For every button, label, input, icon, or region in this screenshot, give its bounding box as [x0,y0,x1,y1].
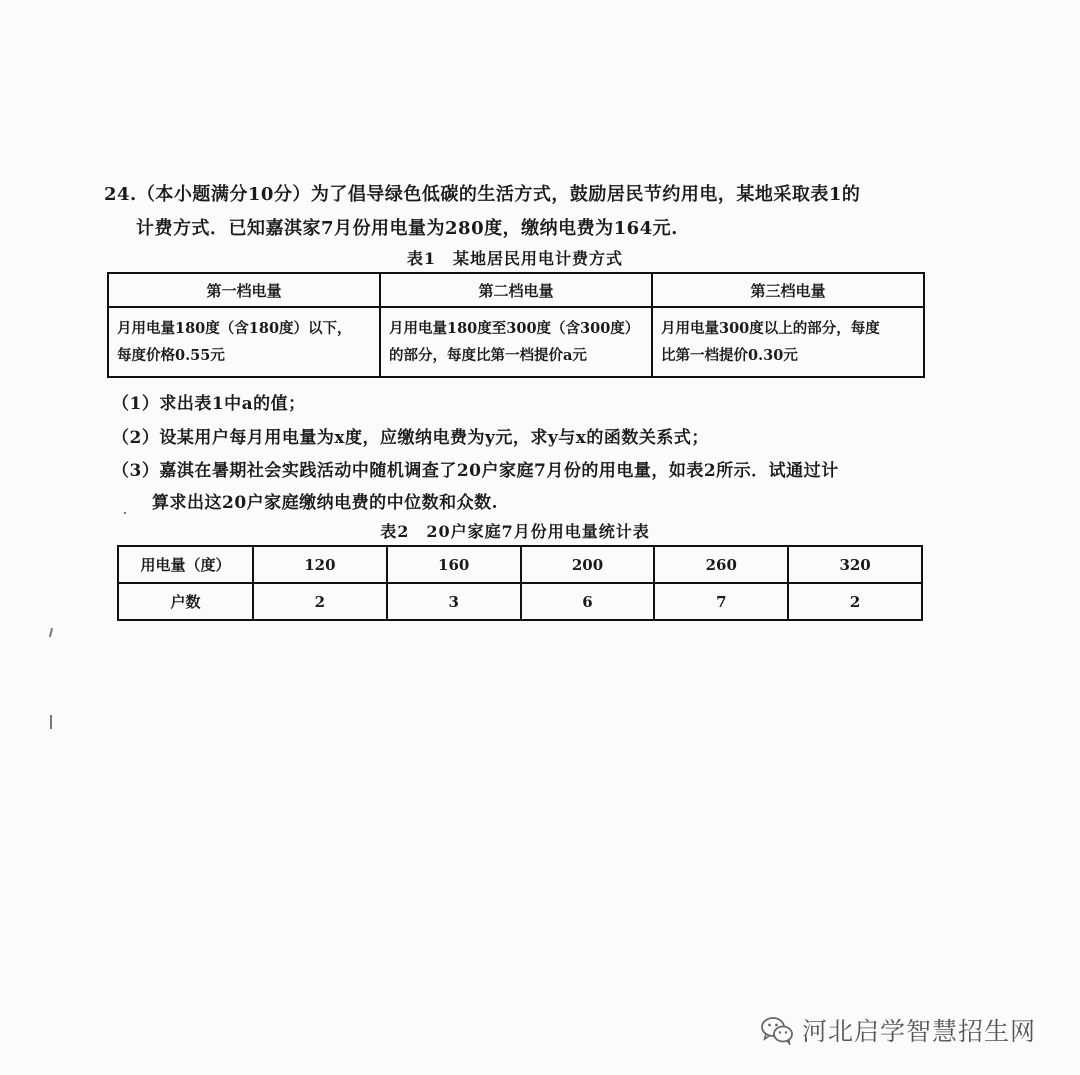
table2-usage-cell: 260 [654,546,788,583]
scan-speck [50,715,52,729]
watermark [760,1010,1060,1050]
subquestion-3-line-1: （3）嘉淇在暑期社会实践活动中随机调查了20户家庭7月份的用电量，如表2所示．试通过计 [112,461,839,481]
question-24-line-2: 计费方式．已知嘉淇家7月份用电量为280度，缴纳电费为164元. [136,218,678,239]
table1-cell-tier2-line1: 月用电量180度至300度（含300度） [389,320,640,337]
table1-header-tier1: 第一档电量 [108,273,380,307]
scan-speck [124,512,126,514]
table2-usage-label: 用电量（度） [118,546,253,583]
table1-cell-tier1 [108,307,380,377]
subquestion-2: （2）设某用户每月用电量为x度，应缴纳电费为y元，求y与x的函数关系式； [112,428,709,448]
table2-usage-cell: 200 [521,546,655,583]
table2-households-label: 户数 [118,583,253,620]
table2-households-cell: 6 [521,583,655,620]
table1-billing-method [107,272,925,378]
table2-households-cell: 3 [387,583,521,620]
table2-households-cell: 2 [253,583,387,620]
table1-cell-tier3-line2: 比第一档提价0.30元 [661,347,798,364]
table1-header-tier2: 第二档电量 [380,273,652,307]
table2-usage-row [118,546,922,583]
wechat-logo-icon [760,1015,794,1045]
table2-caption: 表2 20户家庭7月份用电量统计表 [380,522,650,541]
table1-cell-tier3 [652,307,924,377]
table2-usage-cell: 320 [788,546,922,583]
table2-usage-cell: 160 [387,546,521,583]
table2-households-row [118,583,922,620]
table1-cell-tier3-line1: 月用电量300度以上的部分，每度 [661,320,880,337]
question-24-line-1: 24.（本小题满分10分）为了倡导绿色低碳的生活方式，鼓励居民节约用电，某地采取表1的 [104,184,861,205]
watermark-text: 河北启学智慧招生网 [802,1017,1037,1046]
table1-body-row [108,307,924,377]
table1-header-row [108,273,924,307]
table1-cell-tier1-line2: 每度价格0.55元 [117,347,225,364]
table1-caption: 表1 某地居民用电计费方式 [406,249,624,268]
table2-households-cell: 7 [654,583,788,620]
table1-cell-tier1-line1: 月用电量180度（含180度）以下， [117,320,352,337]
table2-usage-statistics [117,545,923,621]
table1-cell-tier2 [380,307,652,377]
scan-speck [49,628,53,637]
table2-households-cell: 2 [788,583,922,620]
subquestion-1: （1）求出表1中a的值； [112,394,306,414]
table1-cell-tier2-line2: 的部分，每度比第一档提价a元 [389,347,587,364]
table1-header-tier3: 第三档电量 [652,273,924,307]
subquestion-3-line-2: 算求出这20户家庭缴纳电费的中位数和众数. [152,493,499,513]
table2-usage-cell: 120 [253,546,387,583]
